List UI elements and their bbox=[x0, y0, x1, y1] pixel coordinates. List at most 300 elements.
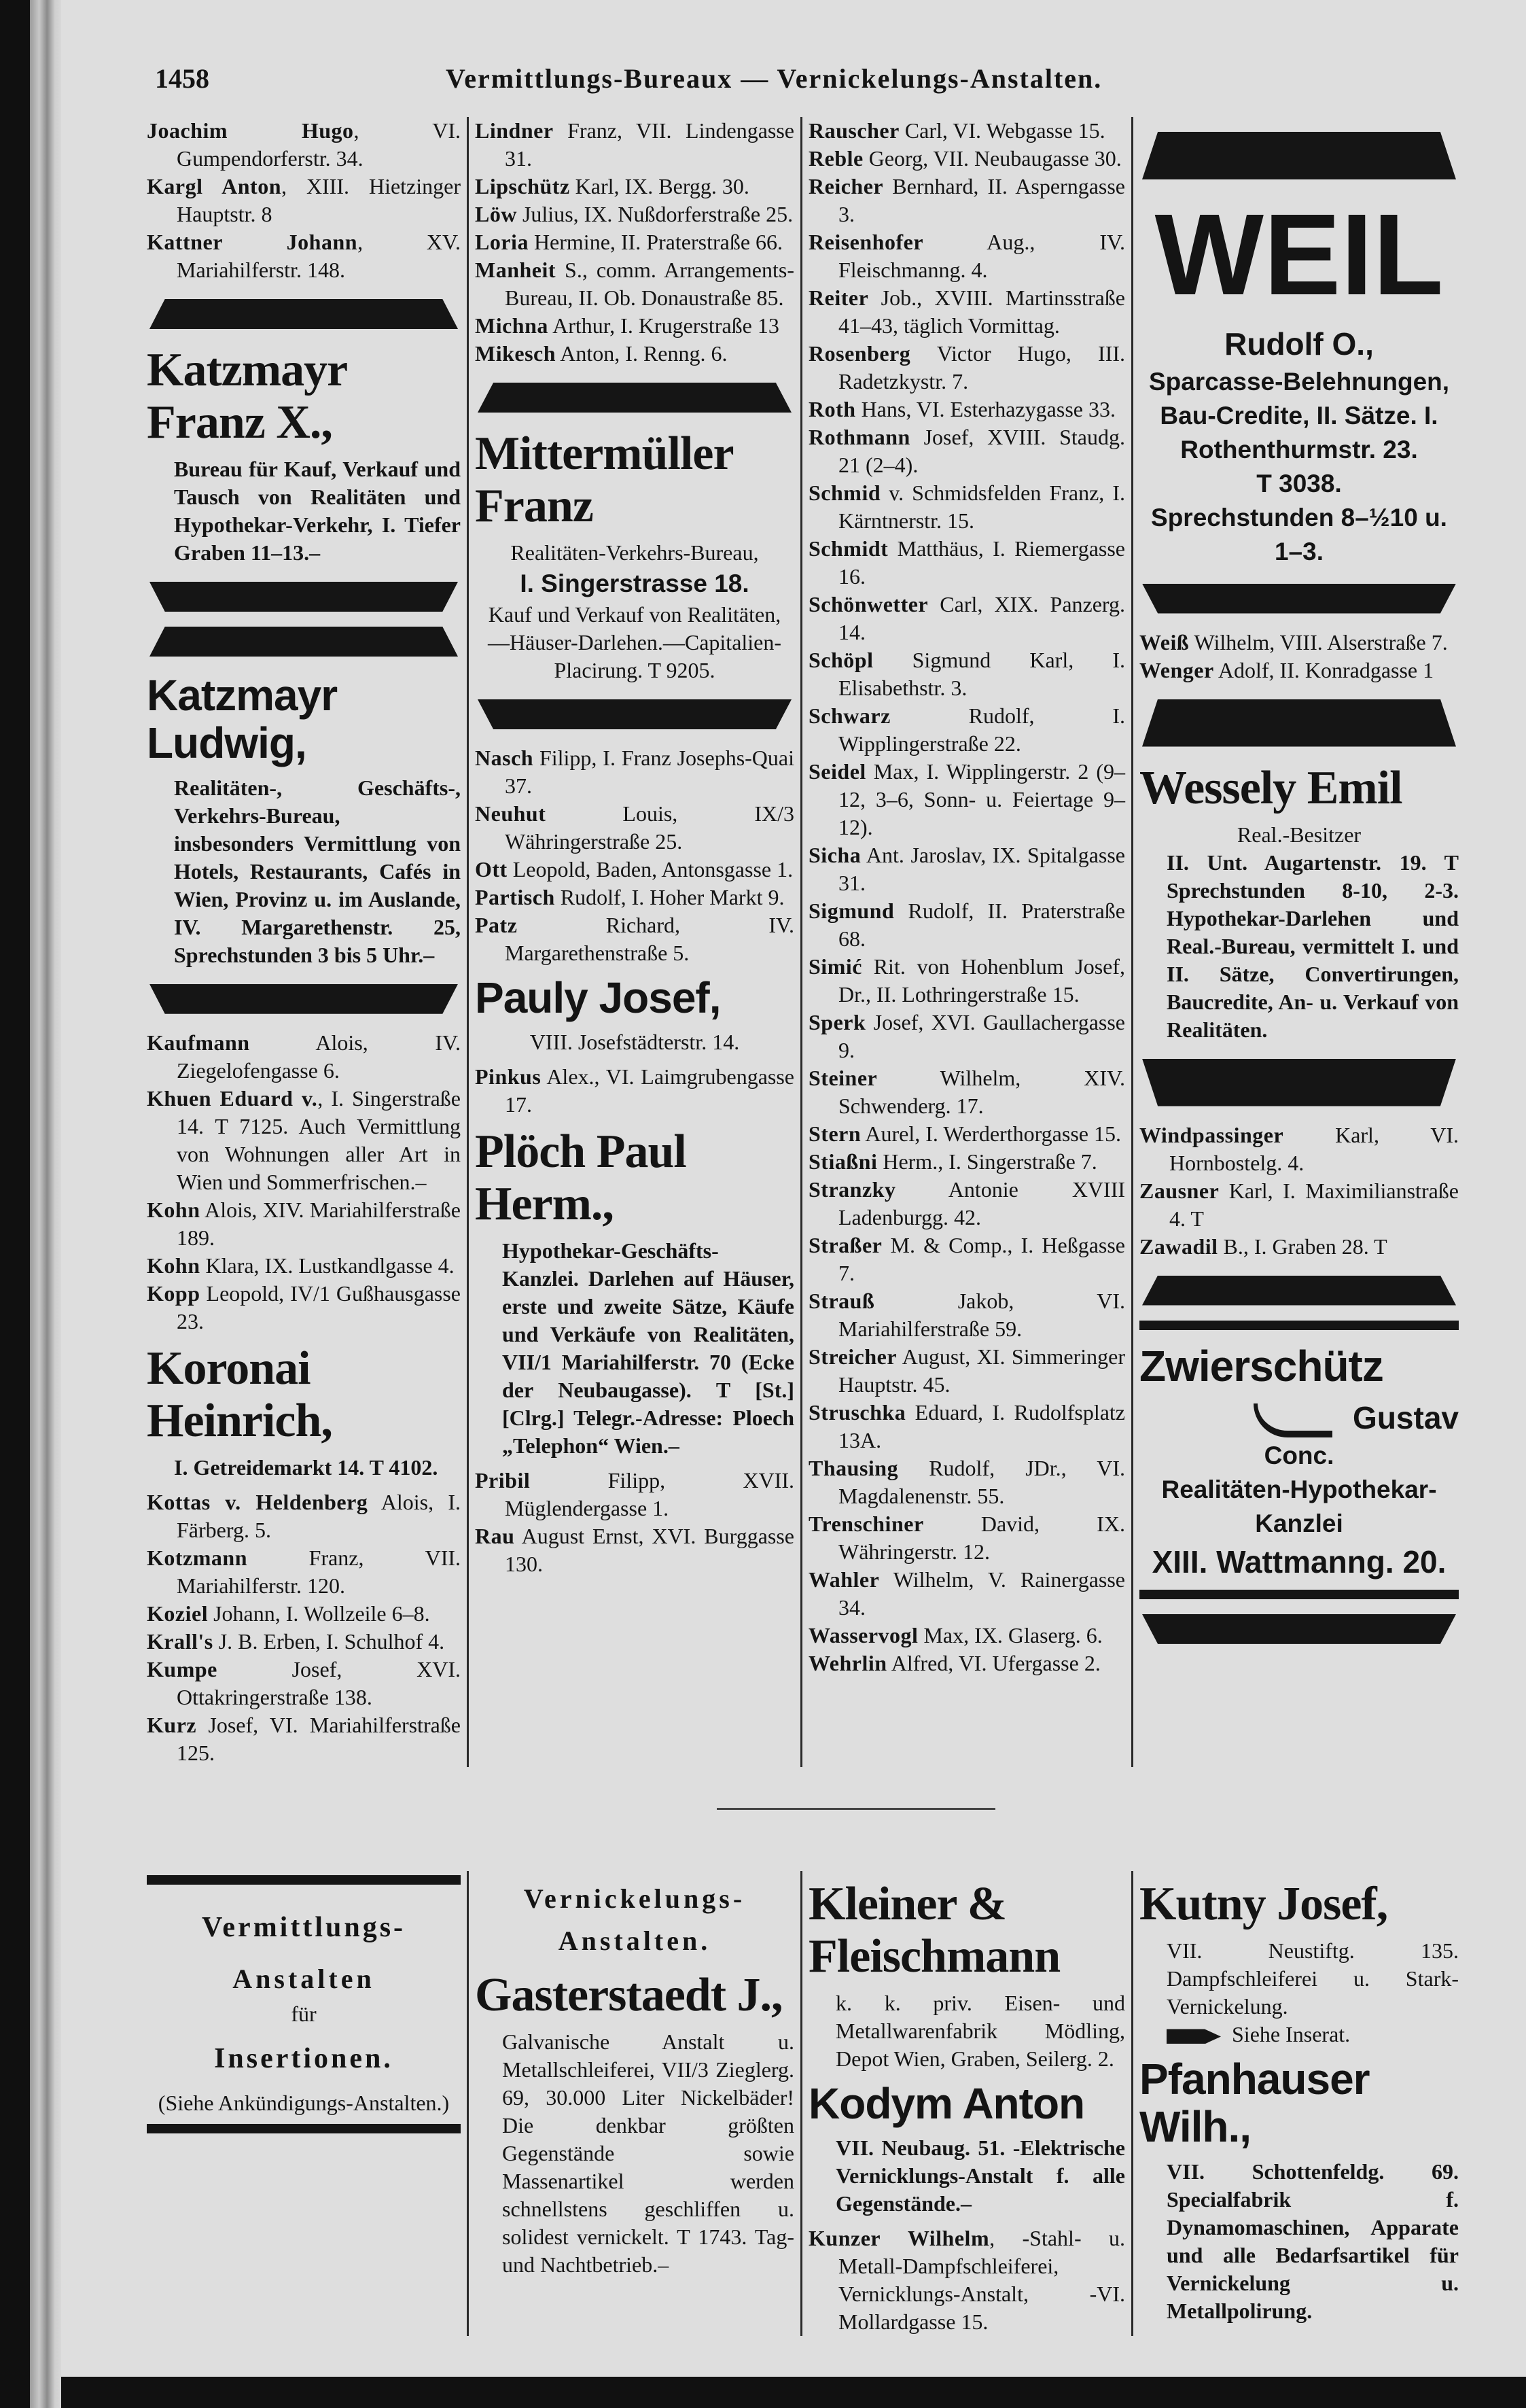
entry-address: David, IX. Währingerstr. 12. bbox=[838, 1512, 1125, 1564]
page-gutter bbox=[30, 0, 61, 2408]
entry-address: Hans, VI. Esterhazygasse 33. bbox=[855, 397, 1116, 421]
entry-address: Matthäus, I. Riemergasse 16. bbox=[838, 536, 1125, 589]
advert-heading: WEIL bbox=[1154, 190, 1444, 319]
advert-text: Vermittlungs- bbox=[201, 1911, 406, 1943]
pointing-hand-icon bbox=[1167, 2029, 1221, 2044]
advert-line bbox=[147, 1454, 461, 1482]
entry-name: Wasservogl bbox=[809, 1623, 919, 1647]
advert-line bbox=[1139, 323, 1459, 365]
directory-entry bbox=[809, 423, 1125, 479]
advert-line bbox=[147, 1897, 461, 1958]
advert-heading: Kleiner & Fleischmann bbox=[809, 1877, 1061, 1983]
advert-heading: Pfanhauser Wilh., bbox=[1139, 2054, 1370, 2152]
entry-name: Reiter bbox=[809, 285, 869, 310]
advertisement bbox=[475, 1969, 794, 2279]
entry-address: Rudolf, JDr., VI. Magdalenenstr. 55. bbox=[838, 1456, 1125, 1508]
directory-entry bbox=[809, 145, 1125, 173]
directory-entry bbox=[475, 911, 794, 967]
entry-address: Victor Hugo, III. Radetzkystr. 7. bbox=[838, 341, 1125, 394]
entry-name: Steiner bbox=[809, 1066, 878, 1090]
entry-name: Stern bbox=[809, 1121, 862, 1146]
advert-text: für bbox=[291, 2001, 317, 2026]
entry-address: Franz, VII. Mariahilferstr. 120. bbox=[177, 1545, 461, 1598]
advert-heading: Plöch Paul Herm., bbox=[475, 1126, 686, 1231]
advert-text: II. Unt. Augartenstr. 19. T Sprechstunden 8-10, 2-3. Hypothekar-Darlehen und Real.-Bureau, vermittelt I. und II. Sätze, Convertirungen, Baucredite, An- u. Verkauf von Realitäten. bbox=[1167, 850, 1459, 1042]
entry-name: Zawadil bbox=[1139, 1234, 1218, 1259]
advert-text: VIII. Josefstädterstr. 14. bbox=[529, 1030, 740, 1055]
advert-line bbox=[475, 1920, 794, 1962]
entry-name: Thausing bbox=[809, 1456, 899, 1480]
entry-address: Rudolf, I. Wipplingerstraße 22. bbox=[838, 703, 1125, 756]
column-1 bbox=[147, 117, 461, 1767]
entry-name: Sperk bbox=[809, 1010, 866, 1034]
directory-entry bbox=[1139, 1177, 1459, 1233]
directory-entry bbox=[147, 228, 461, 284]
entry-address: Filipp, I. Franz Josephs-Quai 37. bbox=[505, 746, 794, 798]
column-4 bbox=[1131, 117, 1459, 1767]
entry-name: Kaufmann bbox=[147, 1030, 250, 1055]
entry-address: Antonie XVIII Ladenburgg. 42. bbox=[838, 1177, 1125, 1229]
advert-line bbox=[1139, 365, 1459, 467]
advertisement bbox=[147, 671, 461, 969]
advert-line bbox=[1139, 2021, 1459, 2048]
directory-entry bbox=[809, 591, 1125, 646]
entry-address: Josef, XVI. Ottakringerstraße 138. bbox=[177, 1656, 461, 1709]
entry-name: Loria bbox=[475, 230, 529, 254]
advert-heading: Mittermüller Franz bbox=[475, 427, 733, 532]
advert-line bbox=[475, 2028, 794, 2279]
entry-name: Patz bbox=[475, 913, 518, 937]
entry-name: Reisenhofer bbox=[809, 230, 924, 254]
advert-text: Realitäten-Verkehrs-Bureau, bbox=[510, 540, 759, 565]
directory-entry bbox=[809, 1622, 1125, 1650]
advert-line bbox=[475, 1237, 794, 1460]
advert-text: Hypothekar-Geschäfts-Kanzlei. Darlehen auf Häuser, erste und zweite Sätze, Käufe und Verkäufe von Realitäten, VII/1 Mariahilferstr. 70 (Ecke der Neubaugasse). T [St.] [Clrg.] Telegr.-Adresse: Ploech „Telephon“ Wien.– bbox=[502, 1238, 794, 1459]
advert-text: T 3038. bbox=[1256, 469, 1342, 498]
directory-entry bbox=[809, 1454, 1125, 1510]
lower-column-2 bbox=[467, 1871, 794, 2336]
advert-line bbox=[809, 1989, 1125, 2073]
column-2 bbox=[467, 117, 794, 1767]
entry-address: Rudolf, I. Hoher Markt 9. bbox=[554, 885, 785, 909]
horizontal-rule bbox=[147, 1875, 461, 1885]
directory-entry bbox=[147, 117, 461, 173]
entry-name: Schmidt bbox=[809, 536, 889, 561]
entry-address: Alex., VI. Laimgrubengasse 17. bbox=[505, 1064, 794, 1117]
upper-columns bbox=[147, 117, 1459, 1767]
lower-column-1 bbox=[147, 1871, 461, 2336]
entry-address: Karl, VI. Hornbostelg. 4. bbox=[1169, 1122, 1459, 1175]
directory-entry bbox=[809, 340, 1125, 396]
entry-name: Zausner bbox=[1139, 1178, 1220, 1203]
directory-entry bbox=[475, 228, 794, 256]
entry-address: Bernhard, II. Asperngasse 3. bbox=[838, 174, 1125, 226]
advert-line bbox=[809, 2134, 1125, 2218]
entry-address: Jakob, VI. Mariahilferstraße 59. bbox=[838, 1289, 1125, 1341]
horizontal-rule bbox=[149, 299, 458, 329]
advert-line bbox=[475, 1028, 794, 1056]
entry-name: Seidel bbox=[809, 759, 866, 784]
entry-name: Manheit bbox=[475, 258, 556, 282]
entry-address: Hermine, II. Praterstraße 66. bbox=[528, 230, 783, 254]
entry-name: Wehrlin bbox=[809, 1651, 887, 1675]
entry-address: Max, IX. Glaserg. 6. bbox=[918, 1623, 1103, 1647]
horizontal-rule bbox=[1139, 1590, 1459, 1599]
directory-entry bbox=[809, 758, 1125, 841]
entry-address: Alois, XIV. Mariahilferstraße 189. bbox=[177, 1197, 461, 1250]
lower-column-4 bbox=[1131, 1871, 1459, 2336]
entry-address: Karl, IX. Bergg. 30. bbox=[569, 174, 749, 198]
directory-entry bbox=[475, 884, 794, 911]
entry-name: Löw bbox=[475, 202, 517, 226]
entry-address: M. & Comp., I. Heßgasse 7. bbox=[838, 1233, 1125, 1285]
directory-entry bbox=[147, 1628, 461, 1656]
directory-entry bbox=[809, 2224, 1125, 2336]
advert-text: Rudolf O., bbox=[1224, 326, 1374, 362]
entry-address: , I. Singerstraße 14. T 7125. Auch Vermittlung von Wohnungen aller Art in Wien und Sommerfrischen.– bbox=[177, 1085, 461, 1194]
advertisement bbox=[475, 1878, 794, 1962]
page-header bbox=[147, 63, 1459, 103]
directory-entry bbox=[809, 173, 1125, 228]
entry-address: Carl, VI. Webgasse 15. bbox=[899, 118, 1105, 143]
entry-address: August, XI. Simmeringer Hauptstr. 45. bbox=[838, 1344, 1125, 1397]
entry-name: Trenschiner bbox=[809, 1512, 924, 1536]
advert-line bbox=[1139, 1439, 1459, 1473]
entry-name: Koziel bbox=[147, 1601, 209, 1626]
entry-name: Strauß bbox=[809, 1289, 875, 1313]
advert-heading: Koronai Heinrich, bbox=[147, 1342, 332, 1447]
directory-entry bbox=[1139, 1121, 1459, 1177]
horizontal-rule bbox=[1142, 132, 1456, 179]
entry-name: Mikesch bbox=[475, 341, 556, 366]
directory-entry bbox=[809, 1176, 1125, 1232]
directory-entry bbox=[809, 535, 1125, 591]
entry-address: Eduard, I. Rudolfsplatz 13A. bbox=[838, 1400, 1125, 1452]
entry-address: Job., XVIII. Martinsstraße 41–43, täglich Vormittag. bbox=[838, 285, 1125, 338]
advert-line bbox=[475, 567, 794, 601]
advert-text: k. k. priv. Eisen- und Metallwarenfabrik Mödling, Depot Wien, Graben, Seilerg. 2. bbox=[836, 1990, 1125, 2071]
directory-entry bbox=[809, 396, 1125, 423]
directory-entry bbox=[147, 1600, 461, 1628]
advert-text: Sparcasse-Belehnungen, Bau-Credite, II. Sätze. I. Rothenthurmstr. 23. bbox=[1148, 367, 1450, 464]
entry-name: Khuen Eduard v. bbox=[147, 1085, 318, 1111]
advertisement bbox=[1139, 190, 1459, 569]
entry-address: Julius, IX. Nußdorferstraße 25. bbox=[516, 202, 794, 226]
advert-heading: Zwierschütz bbox=[1139, 1341, 1383, 1391]
advert-text: Sprechstunden 8–½10 u. 1–3. bbox=[1151, 503, 1447, 565]
advert-line bbox=[1139, 501, 1459, 569]
advert-line bbox=[475, 539, 794, 567]
entry-address: Carl, XIX. Panzerg. 14. bbox=[838, 592, 1125, 644]
advert-text: Anstalten bbox=[232, 1963, 375, 1994]
directory-entry bbox=[809, 1566, 1125, 1622]
advert-heading: Gasterstaedt J., bbox=[475, 1968, 783, 2021]
advert-text: I. Getreidemarkt 14. T 4102. bbox=[174, 1454, 438, 1480]
entry-address: Johann, I. Wollzeile 6–8. bbox=[208, 1601, 430, 1626]
advert-text: Realitäten-Hypothekar-Kanzlei bbox=[1161, 1475, 1437, 1537]
advert-line bbox=[147, 2089, 461, 2117]
advert-text: VII. Schottenfeldg. 69. Specialfabrik f. Dynamomaschinen, Apparate und alle Bedarfsartikel für Vernickelung u. Metallpolirung. bbox=[1167, 2159, 1459, 2323]
advert-text: Vernickelungs- bbox=[523, 1883, 746, 1914]
directory-entry bbox=[809, 284, 1125, 340]
advertisement bbox=[475, 974, 794, 1056]
directory-entry bbox=[147, 1280, 461, 1336]
advertisement bbox=[147, 1342, 461, 1482]
entry-name: Rothmann bbox=[809, 425, 910, 449]
entry-name: Sigmund bbox=[809, 898, 895, 923]
advert-text: XIII. Wattmanng. 20. bbox=[1152, 1543, 1447, 1580]
entry-address: Alfred, VI. Ufergasse 2. bbox=[887, 1651, 1101, 1675]
directory-entry bbox=[147, 1252, 461, 1280]
horizontal-rule bbox=[149, 984, 458, 1014]
advert-line bbox=[147, 2028, 461, 2089]
entry-address: Louis, IX/3 Währingerstraße 25. bbox=[505, 801, 794, 854]
advert-line bbox=[147, 1958, 461, 2000]
advert-text: Galvanische Anstalt u. Metallschleiferei, VII/3 Zieglerg. 69, 30.000 Liter Nickelbäder! Die denkbar größten Gegenstände sowie Massenartikel werden schnellstens geschliffen u. solidest vernickelt. T 1743. Tag- und Nachtbetrieb.– bbox=[502, 2029, 794, 2277]
horizontal-rule bbox=[149, 582, 458, 612]
directory-entry bbox=[147, 1196, 461, 1252]
horizontal-rule bbox=[1142, 1614, 1456, 1644]
entry-name: Neuhut bbox=[475, 801, 546, 826]
advert-line bbox=[147, 2000, 461, 2028]
entry-name: Simić bbox=[809, 954, 862, 979]
advertisement bbox=[809, 2080, 1125, 2218]
entry-name: Krall's bbox=[147, 1628, 213, 1654]
advert-line bbox=[1139, 1937, 1459, 2021]
advert-text: Insertionen. bbox=[214, 2042, 393, 2074]
entry-name: Struschka bbox=[809, 1400, 906, 1425]
entry-address: Leopold, IV/1 Gußhausgasse 23. bbox=[177, 1280, 461, 1333]
entry-name: Nasch bbox=[475, 746, 534, 770]
entry-name: Kurz bbox=[147, 1712, 197, 1737]
advertisement bbox=[147, 1897, 461, 2117]
advert-heading: Katzmayr Franz X., bbox=[147, 344, 347, 449]
section-divider bbox=[717, 1808, 995, 1810]
entry-address: Franz, VII. Lindengasse 31. bbox=[505, 118, 794, 171]
directory-entry bbox=[1139, 629, 1459, 657]
directory-entry bbox=[475, 200, 794, 228]
entry-name: Wahler bbox=[809, 1567, 880, 1592]
entry-name: Kunzer Wilhelm bbox=[809, 2226, 990, 2251]
directory-entry bbox=[475, 1522, 794, 1578]
entry-address: Alois, I. Färberg. 5. bbox=[177, 1489, 461, 1542]
directory-entry bbox=[147, 1544, 461, 1600]
directory-entry bbox=[475, 312, 794, 340]
directory-entry bbox=[147, 1029, 461, 1085]
directory-entry bbox=[147, 173, 461, 228]
entry-address: Rit. von Hohenblum Josef, Dr., II. Lothringerstraße 15. bbox=[838, 954, 1125, 1007]
advert-text: Real.-Besitzer bbox=[1237, 822, 1362, 847]
entry-name: Lindner bbox=[475, 118, 554, 143]
entry-name: Schmid bbox=[809, 481, 881, 505]
advert-line bbox=[1139, 849, 1459, 1044]
directory-entry bbox=[475, 1467, 794, 1522]
entry-name: Streicher bbox=[809, 1344, 898, 1369]
scan-border bbox=[0, 2377, 1526, 2408]
directory-entry bbox=[809, 953, 1125, 1009]
horizontal-rule bbox=[149, 627, 458, 657]
directory-entry bbox=[475, 800, 794, 856]
horizontal-rule bbox=[147, 2124, 461, 2133]
lower-columns bbox=[147, 1871, 1459, 2336]
running-title: Vermittlungs-Bureaux — Vernickelungs-Anstalten. bbox=[446, 63, 1103, 94]
entry-address: Klara, IX. Lustkandlgasse 4. bbox=[200, 1253, 455, 1278]
directory-entry bbox=[809, 1120, 1125, 1148]
directory-entry bbox=[475, 173, 794, 200]
advert-line bbox=[475, 1878, 794, 1920]
advert-text: Conc. bbox=[1264, 1441, 1334, 1469]
advertisement bbox=[475, 427, 794, 684]
entry-name: Straßer bbox=[809, 1233, 883, 1257]
entry-address: Josef, XVIII. Staudg. 21 (2–4). bbox=[838, 425, 1125, 477]
entry-name: Ott bbox=[475, 857, 508, 882]
entry-name: Rau bbox=[475, 1524, 515, 1549]
advert-line bbox=[1139, 2158, 1459, 2325]
advert-heading: Katzmayr Ludwig, bbox=[147, 671, 338, 768]
directory-entry bbox=[809, 1064, 1125, 1120]
directory-entry bbox=[475, 117, 794, 173]
entry-name: Rosenberg bbox=[809, 341, 911, 366]
entry-address: Wilhelm, V. Rainergasse 34. bbox=[838, 1567, 1125, 1620]
directory-entry bbox=[809, 1510, 1125, 1566]
entry-name: Reble bbox=[809, 146, 864, 171]
entry-address: , VI. Gumpendorferstr. 34. bbox=[177, 118, 461, 171]
horizontal-rule bbox=[478, 383, 792, 413]
directory-entry bbox=[475, 1063, 794, 1119]
entry-address: Filipp, XVII. Müglendergasse 1. bbox=[505, 1468, 794, 1521]
entry-name: Weiß bbox=[1139, 629, 1190, 655]
entry-address: Rudolf, II. Praterstraße 68. bbox=[838, 898, 1125, 951]
entry-name: Roth bbox=[809, 397, 856, 421]
entry-address: Richard, IV. Margarethenstraße 5. bbox=[505, 913, 794, 965]
entry-address: Wilhelm, VIII. Alserstraße 7. bbox=[1189, 629, 1448, 655]
advertisement bbox=[147, 344, 461, 567]
entry-address: Herm., I. Singerstraße 7. bbox=[877, 1149, 1097, 1174]
advert-text: Anstalten. bbox=[558, 1925, 711, 1956]
advert-text: Kauf und Verkauf von Realitäten, —Häuser-Darlehen.—Capitalien-Placirung. T 9205. bbox=[487, 602, 782, 682]
entry-address: B., I. Graben 28. T bbox=[1218, 1234, 1387, 1259]
entry-address: Aug., IV. Fleischmanng. 4. bbox=[838, 230, 1125, 282]
directory-entry bbox=[1139, 657, 1459, 684]
entry-address: Anton, I. Renng. 6. bbox=[556, 341, 728, 366]
entry-address: Leopold, Baden, Antonsgasse 1. bbox=[507, 857, 794, 882]
entry-address: v. Schmidsfelden Franz, I. Kärntnerstr. 15. bbox=[838, 481, 1125, 533]
horizontal-rule bbox=[478, 699, 792, 729]
directory-entry bbox=[809, 897, 1125, 953]
advert-text: VII. Neubaug. 51. -Elektrische Vernicklungs-Anstalt f. alle Gegenstände.– bbox=[836, 2135, 1125, 2216]
entry-address: Adolf, II. Konradgasse 1 bbox=[1213, 657, 1434, 682]
directory-entry bbox=[809, 1009, 1125, 1064]
advertisement bbox=[1139, 1878, 1459, 2048]
swoosh-logo-icon bbox=[1254, 1403, 1332, 1437]
entry-name: Kohn bbox=[147, 1197, 200, 1222]
advert-heading: Wessely Emil bbox=[1139, 761, 1402, 814]
entry-name: Kargl Anton bbox=[147, 174, 282, 198]
entry-address: Josef, XVI. Gaullachergasse 9. bbox=[838, 1010, 1125, 1062]
lower-column-3 bbox=[800, 1871, 1125, 2336]
entry-name: Kotzmann bbox=[147, 1545, 247, 1570]
advert-text: Siehe Inserat. bbox=[1232, 2021, 1351, 2046]
advert-text: I. Singerstrasse 18. bbox=[520, 570, 749, 597]
directory-entry bbox=[475, 256, 794, 312]
advert-line bbox=[1139, 1541, 1459, 1583]
entry-address: , -Stahl- u. Metall-Dampfschleiferei, Vernicklungs-Anstalt, -VI. Mollardgasse 15. bbox=[838, 2226, 1125, 2335]
entry-name: Stiaßni bbox=[809, 1149, 878, 1174]
entry-name: Sicha bbox=[809, 843, 862, 867]
directory-entry bbox=[475, 856, 794, 884]
directory-entry bbox=[475, 340, 794, 368]
entry-name: Kumpe bbox=[147, 1656, 217, 1681]
entry-name: Pribil bbox=[475, 1468, 531, 1493]
horizontal-rule bbox=[1139, 1321, 1459, 1330]
directory-entry bbox=[809, 1232, 1125, 1287]
directory-entry bbox=[809, 1650, 1125, 1677]
directory-entry bbox=[809, 1148, 1125, 1176]
directory-entry bbox=[809, 228, 1125, 284]
entry-name: Schöpl bbox=[809, 648, 874, 672]
advert-text: (Siehe Ankündigungs-Anstalten.) bbox=[158, 2090, 450, 2115]
horizontal-rule bbox=[1142, 1276, 1456, 1306]
entry-address: Arthur, I. Krugerstraße 13 bbox=[548, 313, 779, 338]
entry-name: Schönwetter bbox=[809, 592, 929, 616]
advert-text: Realitäten-, Geschäfts-, Verkehrs-Bureau, insbesonders Vermittlung von Hotels, Restaurants, Cafés in Wien, Provinz u. im Auslande, IV. Margarethenstr. 25, Sprechstunden 3 bis 5 Uhr.– bbox=[174, 775, 461, 967]
entry-name: Schwarz bbox=[809, 703, 891, 728]
entry-name: Windpassinger bbox=[1139, 1122, 1284, 1147]
entry-address: S., comm. Arrangements-Bureau, II. Ob. Donaustraße 85. bbox=[505, 258, 794, 310]
directory-entry bbox=[475, 744, 794, 800]
advert-text: Bureau für Kauf, Verkauf und Tausch von Realitäten und Hypothekar-Verkehr, I. Tiefer Graben 11–13.– bbox=[174, 457, 461, 565]
entry-name: Partisch bbox=[475, 885, 555, 909]
advert-line bbox=[147, 774, 461, 969]
directory-entry bbox=[809, 1399, 1125, 1454]
advert-heading: Kutny Josef, bbox=[1139, 1877, 1388, 1930]
entry-address: J. B. Erben, I. Schulhof 4. bbox=[213, 1628, 445, 1654]
advert-text: VII. Neustiftg. 135. Dampfschleiferei u. Stark-Vernickelung. bbox=[1167, 1938, 1459, 2019]
advertisement bbox=[1139, 762, 1459, 1044]
book-binding-edge bbox=[0, 0, 30, 2408]
directory-entry bbox=[809, 117, 1125, 145]
advertisement bbox=[475, 1126, 794, 1460]
entry-address: Georg, VII. Neubaugasse 30. bbox=[863, 146, 1122, 171]
horizontal-rule bbox=[1142, 1059, 1456, 1106]
advert-heading: Kodym Anton bbox=[809, 2078, 1085, 2128]
directory-entry bbox=[809, 702, 1125, 758]
entry-name: Reicher bbox=[809, 174, 884, 198]
entry-name: Stranzky bbox=[809, 1177, 896, 1202]
directory-entry bbox=[809, 841, 1125, 897]
advert-line bbox=[147, 455, 461, 567]
directory-entry bbox=[1139, 1233, 1459, 1261]
advertisement bbox=[809, 1878, 1125, 2073]
directory-entry bbox=[147, 1656, 461, 1711]
directory-entry bbox=[809, 1287, 1125, 1343]
advert-line bbox=[1139, 1473, 1459, 1541]
entry-address: , XIII. Hietzinger Hauptstr. 8 bbox=[177, 174, 461, 226]
directory-entry bbox=[147, 1488, 461, 1544]
advert-line bbox=[475, 601, 794, 684]
entry-address: Wilhelm, XIV. Schwenderg. 17. bbox=[838, 1066, 1125, 1118]
entry-address: August Ernst, XVI. Burggasse 130. bbox=[505, 1524, 794, 1577]
entry-address: , XV. Mariahilferstr. 148. bbox=[177, 230, 461, 282]
entry-name: Michna bbox=[475, 313, 548, 338]
advert-heading: Pauly Josef, bbox=[475, 973, 721, 1022]
page-number: 1458 bbox=[155, 63, 209, 94]
entry-name: Joachim Hugo bbox=[147, 118, 354, 143]
entry-address: Ant. Jaroslav, IX. Spitalgasse 31. bbox=[838, 843, 1125, 895]
directory-entry bbox=[809, 1343, 1125, 1399]
advertisement bbox=[1139, 2055, 1459, 2325]
advert-line bbox=[1139, 467, 1459, 501]
